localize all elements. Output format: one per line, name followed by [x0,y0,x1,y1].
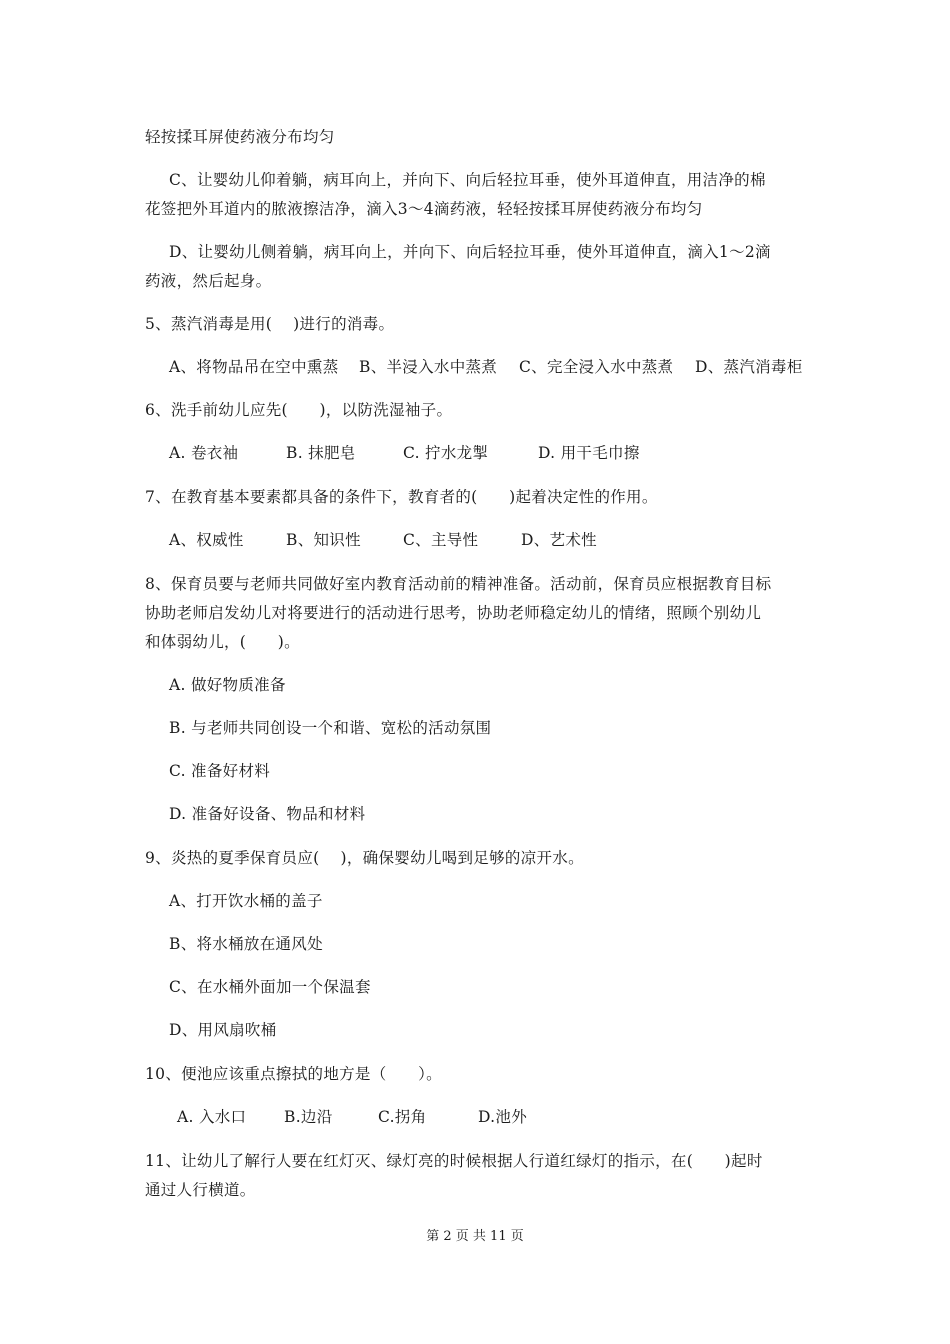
q9-option-b: B、将水桶放在通风处 [169,935,323,953]
q6-option-c: C. 拧水龙掣 [403,444,489,462]
q7-option-a: A、权威性 [169,531,244,549]
q9-option-a: A、打开饮水桶的盖子 [169,892,323,910]
q6-option-d: D. 用干毛巾擦 [538,444,640,462]
question-6: 6、洗手前幼儿应先( )，以防洗湿袖子。 [145,401,453,419]
question-8-line-1: 8、保育员要与老师共同做好室内教育活动前的精神准备。活动前，保育员应根据教育目标 [145,575,772,593]
q5-option-b: B、半浸入水中蒸煮 [359,358,498,376]
q5-option-c: C、完全浸入水中蒸煮 [519,358,674,376]
question-5-options [169,357,803,377]
q8-option-c: C. 准备好材料 [169,762,271,780]
q5-option-a: A、将物品吊在空中熏蒸 [169,358,339,376]
question-7: 7、在教育基本要素都具备的条件下，教育者的( )起着决定性的作用。 [145,488,658,506]
q10-option-d: D.池外 [478,1108,528,1126]
q10-option-c: C.拐角 [378,1108,427,1126]
q10-option-b: B.边沿 [284,1108,333,1126]
q8-option-b: B. 与老师共同创设一个和谐、宽松的活动氛围 [169,719,492,737]
q7-option-c: C、主导性 [403,531,479,549]
option-c-line-1: C、让婴幼儿仰着躺，病耳向上，并向下、向后轻拉耳垂，使外耳道伸直，用洁净的棉 [169,171,766,189]
question-5: 5、蒸汽消毒是用( )进行的消毒。 [145,315,395,333]
page-number-footer: 第 2 页 共 11 页 [426,1229,524,1244]
q9-option-c: C、在水桶外面加一个保温套 [169,978,371,996]
question-8-line-3: 和体弱幼儿，( )。 [145,633,300,651]
text-line: 轻按揉耳屏使药液分布均匀 [145,128,335,146]
q8-option-a: A. 做好物质准备 [169,676,286,694]
option-d-line-1: D、让婴幼儿侧着躺，病耳向上，并向下、向后轻拉耳垂，使外耳道伸直，滴入1～2滴 [169,243,771,261]
q6-option-a: A. 卷衣袖 [169,444,239,462]
question-8-line-2: 协助老师启发幼儿对将要进行的活动进行思考，协助老师稳定幼儿的情绪，照顾个别幼儿 [145,604,762,622]
option-c-line-2: 花签把外耳道内的脓液擦洁净，滴入3～4滴药液，轻轻按揉耳屏使药液分布均匀 [145,200,703,218]
question-10-options [177,1107,527,1127]
q9-option-d: D、用风扇吹桶 [169,1021,277,1039]
question-11-line-1: 11、让幼儿了解行人要在红灯灭、绿灯亮的时候根据人行道红绿灯的指示，在( )起时 [145,1152,763,1170]
option-d-line-2: 药液，然后起身。 [145,272,272,290]
q8-option-d: D. 准备好设备、物品和材料 [169,805,366,823]
question-7-options [169,530,597,550]
q10-option-a: A. 入水口 [177,1108,247,1126]
q7-option-b: B、知识性 [286,531,361,549]
question-9: 9、炎热的夏季保育员应( )，确保婴幼儿喝到足够的凉开水。 [145,849,584,867]
q6-option-b: B. 抹肥皂 [286,444,356,462]
question-11-line-2: 通过人行横道。 [145,1181,256,1199]
question-10: 10、便池应该重点擦拭的地方是（ ）。 [145,1065,442,1083]
q7-option-d: D、艺术性 [521,531,597,549]
question-6-options [169,443,640,463]
q5-option-d: D、蒸汽消毒柜 [695,358,803,376]
